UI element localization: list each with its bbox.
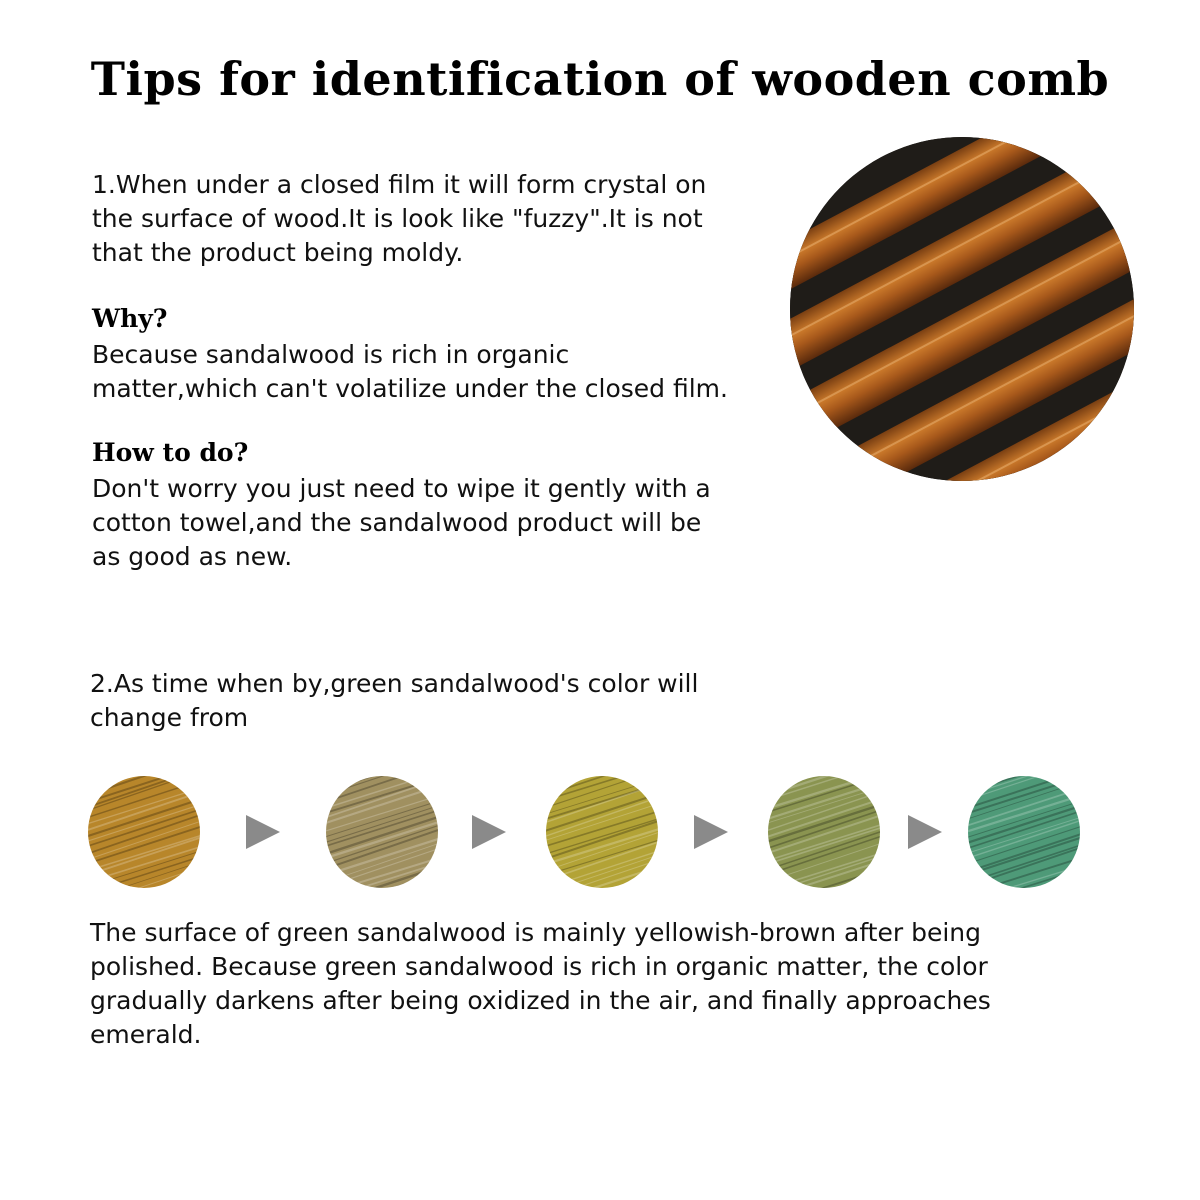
why-heading: Why?: [92, 304, 168, 333]
color-swatch-1: [88, 776, 200, 888]
comb-closeup-image: [790, 137, 1134, 481]
green-sandalwood-description: The surface of green sandalwood is mainly yellowish-brown after being polished. Because green sandalwood is rich in organic matter, the color gradually darkens after being oxidized in the air, and finally approaches emerald.: [90, 918, 991, 1049]
color-swatch-3: [546, 776, 658, 888]
how-heading: How to do?: [92, 438, 249, 467]
arrow-right-icon: [246, 815, 280, 849]
how-text: Don't worry you just need to wipe it gently with a cotton towel,and the sandalwood product will be as good as new.: [92, 474, 711, 571]
color-swatch-4: [768, 776, 880, 888]
page-title: Tips for identification of wooden comb: [90, 52, 1110, 106]
tip-2-text: 2.As time when by,green sandalwood's color will change from: [90, 669, 699, 732]
arrow-right-icon: [908, 815, 942, 849]
why-text: Because sandalwood is rich in organic matter,which can't volatilize under the closed film.: [92, 340, 728, 403]
arrow-right-icon: [694, 815, 728, 849]
color-swatch-2: [326, 776, 438, 888]
arrow-right-icon: [472, 815, 506, 849]
color-swatch-5: [968, 776, 1080, 888]
tip-1-text: 1.When under a closed film it will form crystal on the surface of wood.It is look like "fuzzy".It is not that the product being moldy.: [92, 170, 707, 267]
